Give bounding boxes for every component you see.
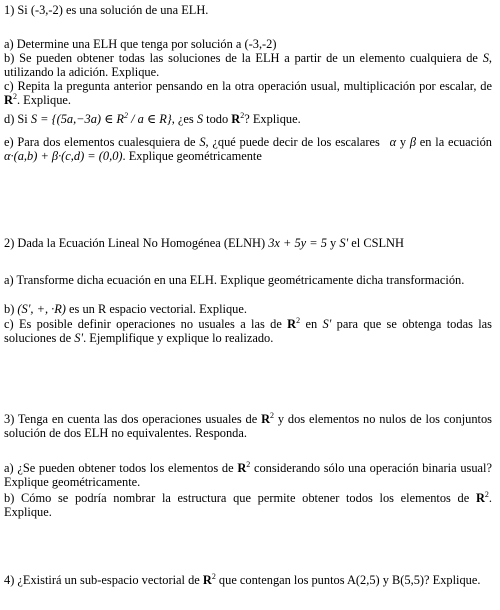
q3-item-a: a) ¿Se pueden obtener todos los elementos de $R^2$ considerando sólo una operación binaria usual? Explique geométricamente. [4,459,492,489]
q1-item-d: d) Si S = {(5a,−3a) ∈ $R^2$ / a ∈ R}, ¿es S todo $R^2$? Explique. [4,110,301,126]
q2-item-b: b) (S', +, ·R) es un R espacio vectorial. Explique. [4,302,247,316]
q1-item-c: c) Repita la pregunta anterior pensando en la otra operación usual, multiplicación por escalar, de $R^2$. Explique. [4,79,492,107]
q1-item-b: b) Se pueden obtener todas las soluciones de la ELH a partir de un elemento cualquiera de S, utilizando la adición. Explique. [4,51,492,79]
q1-heading: 1) Si (-3,-2) es una solución de una ELH. [4,3,209,17]
q3-item-b: b) Cómo se podría nombrar la estructura que permite obtener todos los elementos de $R^2$. Explique. [4,489,492,519]
vector-equation: α·(a,b) + β·(c,d) = (0,0) [4,148,123,163]
q4-heading: 4) ¿Existirá un sub-espacio vectorial de $R^2$ que contengan los puntos A(2,5) y B(5,5)? Explique. [4,571,481,587]
set-s-definition: S = {(5a,−3a) ∈ $R^2$ / a ∈ R} [30,110,172,126]
q1-item-e: e) Para dos elementos cualesquiera de S, ¿qué puede decir de los escalares α y β en la ecuación α·(a,b) + β·(c,d) = (0,0). Explique geométricamente [4,135,492,163]
q2-item-c: c) Es posible definir operaciones no usuales a las de $R^2$ en S' para que se obtenga todas las soluciones de S'. Ejemplifique y explique lo realizado. [4,315,492,345]
vector-space-structure: (S', +, ·R) [17,302,66,316]
q3-heading: 3) Tenga en cuenta las dos operaciones usuales de $R^2$ y dos elementos no nulos de los conjuntos solución de dos ELH no equivalentes. Responda. [4,410,492,440]
q1-item-a: a) Determine una ELH que tenga por solución a (-3,-2) [4,37,277,51]
q2-heading: 2) Dada la Ecuación Lineal No Homogénea (ELNH) 3x + 5y = 5 y S' el CSLNH [4,236,404,250]
linear-equation: 3x + 5y = 5 [268,236,327,250]
q2-item-a: a) Transforme dicha ecuación en una ELH. Explique geométricamente dicha transformación. [4,273,465,287]
